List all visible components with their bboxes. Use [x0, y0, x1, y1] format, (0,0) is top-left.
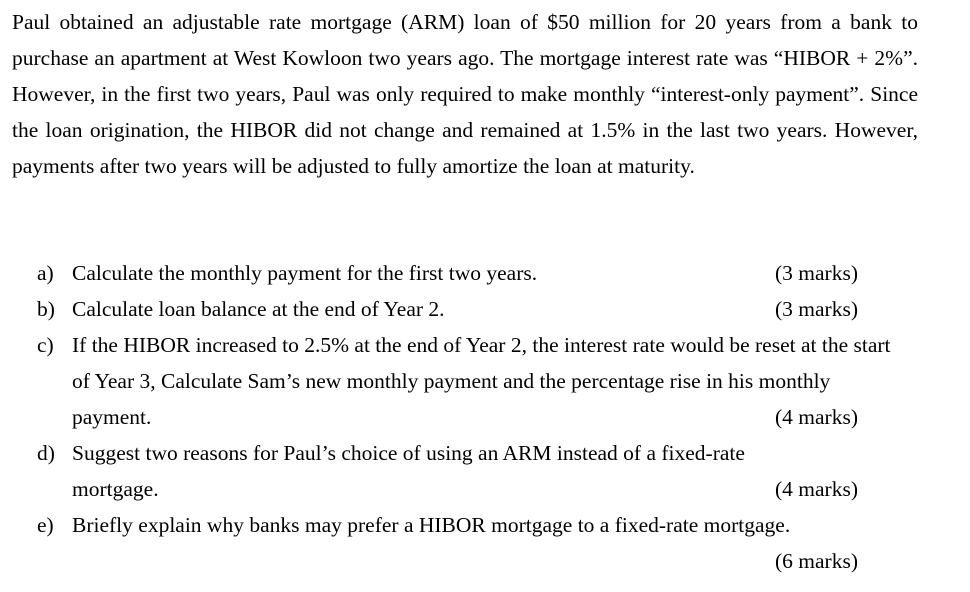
question-letter: a) [37, 261, 54, 285]
question-e [37, 507, 906, 579]
question-letter: e) [37, 513, 54, 537]
question-marks: (3 marks) [775, 261, 858, 285]
question-text: Calculate loan balance at the end of Year 2. [72, 297, 445, 321]
question-list [37, 255, 906, 579]
question-a [37, 255, 906, 291]
question-marks: (4 marks) [775, 405, 858, 429]
intro-paragraph: Paul obtained an adjustable rate mortgage (ARM) loan of $50 million for 20 years from a bank to purchase an apartment at West Kowloon two years ago. The mortgage interest rate was “HIBOR + 2%”. However, in the first two years, Paul was only required to make monthly “interest-only payment”. Since the loan origination, the HIBOR did not change and remained at 1.5% in the last two years. However, payments after two years will be adjusted to fully amortize the loan at maturity. [12, 10, 918, 178]
question-letter: c) [37, 333, 54, 357]
question-marks: (6 marks) [775, 549, 858, 573]
question-marks: (3 marks) [775, 297, 858, 321]
question-b [37, 291, 906, 327]
question-letter: d) [37, 441, 55, 465]
question-d [37, 435, 906, 507]
question-text: Suggest two reasons for Paul’s choice of using an ARM instead of a fixed-rate mortgage. [72, 441, 745, 501]
question-text: Briefly explain why banks may prefer a HIBOR mortgage to a fixed-rate mortgage. [72, 513, 791, 537]
question-c [37, 327, 906, 435]
question-marks: (4 marks) [775, 477, 858, 501]
question-text: Calculate the monthly payment for the first two years. [72, 261, 538, 285]
question-letter: b) [37, 297, 55, 321]
document [12, 0, 918, 184]
question-text: If the HIBOR increased to 2.5% at the end of Year 2, the interest rate would be reset at the start of Year 3, Calculate Sam’s new monthly payment and the percentage rise in his monthly payment. [72, 333, 891, 429]
